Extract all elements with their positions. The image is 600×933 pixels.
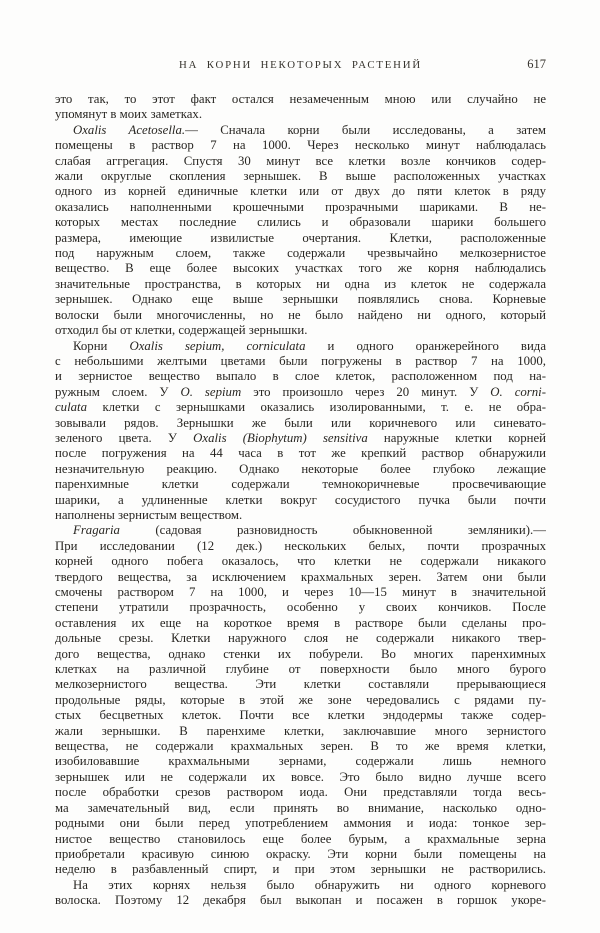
text-line: мелкозернистого вещества. Эти клетки составляли прерывающиеся	[55, 677, 546, 692]
text-line: и зернистое вещество выпало в слое клеток, расположенном под на-	[55, 369, 546, 384]
text-line: нистое вещество становилось еще более бурым, а крахмальные зерна	[55, 831, 546, 846]
text-line: неделю в разбавленный спирт, и при этом зернышки не растворились.	[55, 862, 546, 877]
text-line: изобиловавшие крахмальными зернами, содержали лишь немного	[55, 754, 546, 769]
page-number: 617	[527, 57, 546, 71]
text-line: вещество. В еще более высоких участках того же корня наблюдались	[55, 261, 546, 276]
text-line: Корни Oxalis sepium, corniculata и одного оранжерейного вида	[73, 338, 546, 353]
text-line: зеленого цвета. У Oxalis (Biophytum) sensitiva наружные клетки корней	[55, 430, 546, 445]
text-line: паренхимные клетки содержали темнокоричневые просвечивающие	[55, 477, 546, 492]
text-line: жали зернышки. В паренхиме клетки, заключавшие много зернистого	[55, 723, 546, 738]
text-line: с небольшими желтыми цветами были погружены в раствор 7 на 1000,	[55, 353, 546, 368]
text-line: оказались наполненными крошечными прозрачными шариками. В не-	[55, 199, 546, 214]
text-line: это так, то этот факт остался незамеченным мною или случайно не	[55, 92, 546, 106]
text-line: твердого вещества, за исключением крахмальных зерен. Затем они были	[55, 569, 546, 584]
text-line: зернышек. Однако еще выше зернышки появлялись снова. Корневые	[55, 292, 546, 307]
text-line: вещества, не содержали крахмальных зерен. В то же время клетки,	[55, 739, 546, 754]
text-line: На этих корнях нельзя было обнаружить ни одного корневого	[73, 877, 546, 892]
text-line: которых местах последние слились и образовали шарики большего	[55, 215, 546, 230]
running-head-title: НА КОРНИ НЕКОТОРЫХ РАСТЕНИЙ	[179, 59, 422, 71]
body-text	[55, 92, 546, 909]
text-line: дольные срезы. Клетки наружного слоя не содержали никакого твер-	[55, 631, 546, 646]
text-line: родными они были перед употреблением аммония и иода: тонкое зер-	[55, 816, 546, 831]
text-line: слабая аггрегация. Спустя 30 минут все клетки возле кончиков содер-	[55, 153, 546, 168]
text-line: жали округлые скопления зернышек. В выше расположенных участках	[55, 169, 546, 184]
text-line: дого вещества, однако стенки их побурели. Во многих паренхимных	[55, 646, 546, 661]
text-line: корней одного побега оказалось, что клетки не содержали никакого	[55, 554, 546, 569]
text-line: ружным слоем. У O. sepium это произошло через 20 минут. У O. corni-	[55, 384, 546, 399]
text-line: размера, имеющие извилистые очертания. Клетки, расположенные	[55, 230, 546, 245]
text-line: шарики, а удлиненные клетки вокруг сосудистого пучка были почти	[55, 492, 546, 507]
text-line: ма замечательный вид, если принять во внимание, насколько одно-	[55, 800, 546, 815]
text-line: наполнены зернистым веществом.	[55, 507, 243, 522]
text-line: отходил бы от клетки, содержащей зернышки.	[55, 323, 308, 338]
text-line: степени утратили прозрачность, особенно у своих кончиков. После	[55, 600, 546, 615]
text-line: смочены раствором 7 на 1000, и через 10—15 минут в значительной	[55, 585, 546, 599]
text-line: помещены в раствор 7 на 1000. Через несколько минут наблюдалась	[55, 138, 546, 153]
text-line: волоска. Поэтому 12 декабря был выкопан и посажен в горшок укоре-	[55, 893, 546, 908]
running-head	[55, 57, 546, 73]
text-line: стых бесцветных клеток. Почти все клетки эндодермы также содер-	[55, 708, 546, 723]
text-line: Fragaria (садовая разновидность обыкновенной земляники).—	[73, 523, 546, 538]
text-line: клетках на различной глубине от поверхности было много бурого	[55, 662, 546, 677]
text-line: При исследовании (12 дек.) нескольких белых, почти прозрачных	[55, 538, 546, 553]
text-line: зернышек или не содержали их вовсе. Это было видно лучше всего	[55, 769, 546, 784]
text-line: после обработки срезов раствором иода. Они представляли тогда весь-	[55, 785, 546, 800]
text-line: после погружения на 44 часа в тот же крепкий раствор обнаружили	[55, 446, 546, 461]
text-line: упомянут в моих заметках.	[55, 107, 203, 122]
text-line: волоски были многочисленны, но не было найдено ни одного, который	[55, 307, 546, 322]
text-line: приобретали красивую синюю окраску. Эти корни были помещены на	[55, 846, 546, 861]
text-line: зовывали рядов. Зернышки же были или коричневого или синевато-	[55, 415, 546, 430]
text-line: culata клетки с зернышками оказались изолированными, т. е. не обра-	[55, 400, 546, 415]
text-line: продольные ряды, которые в этой же зоне чередовались с рядами пу-	[55, 692, 546, 707]
text-line: незначительную реакцию. Однако некоторые более глубоко лежащие	[55, 461, 546, 476]
text-line: одного из корней единичные клетки или от двух до пяти клеток в ряду	[55, 184, 546, 199]
text-line: Oxalis Acetosella.— Сначала корни были исследованы, а затем	[73, 122, 546, 137]
text-line: под наружным слоем, также содержали чрезвычайно мелкозернистое	[55, 246, 546, 261]
text-line: значительные пространства, в которых ни одна из клеток не содержала	[55, 276, 546, 291]
text-line: оставления их еще на короткое время в растворе были сделаны про-	[55, 615, 546, 630]
